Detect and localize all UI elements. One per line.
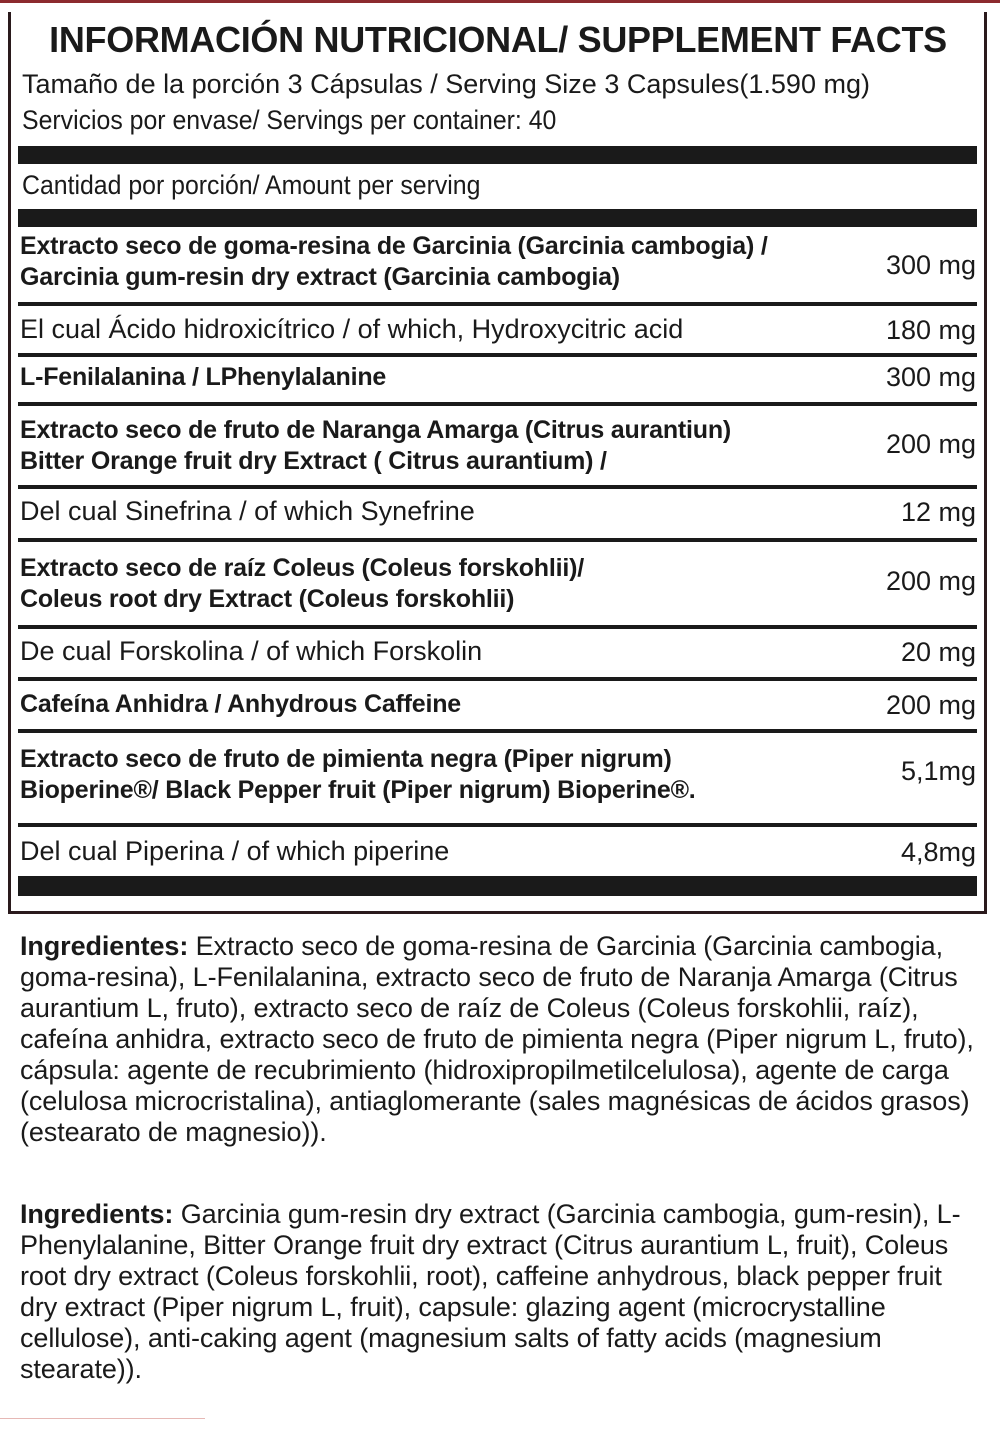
ingredients-spanish-label: Ingredientes: [20, 931, 189, 961]
row-black-pepper-amount: 5,1mg [900, 756, 976, 786]
row-divider [18, 402, 977, 406]
row-bitter-orange-amount: 200 mg [885, 429, 976, 459]
serving-size: Tamaño de la porción 3 Cápsulas / Serving Size 3 Capsules(1.590 mg) [22, 69, 870, 99]
row-caffeine-amount: 200 mg [885, 690, 976, 720]
row-coleus-name-line2: Coleus root dry Extract (Coleus forskohlii) [20, 585, 515, 613]
row-black-pepper-name-line1: Extracto seco de fruto de pimienta negra (Piper nigrum) [20, 745, 672, 773]
row-divider [18, 485, 977, 489]
bottom-accent-line [0, 1418, 205, 1419]
thick-divider-bottom [18, 876, 977, 896]
row-black-pepper-name-line2: Bioperine®/ Black Pepper fruit (Piper nigrum) Bioperine®. [20, 776, 696, 804]
row-synefrine-name: Del cual Sinefrina / of which Synefrine [20, 496, 475, 526]
top-accent-line [0, 0, 1000, 3]
row-phenylalanine-amount: 300 mg [885, 362, 976, 392]
amount-per-serving: Cantidad por porción/ Amount per serving [22, 170, 481, 200]
row-divider [18, 729, 977, 733]
row-phenylalanine-name: L-Fenilalanina / LPhenylalanine [20, 363, 387, 391]
ingredients-english-text: Garcinia gum-resin dry extract (Garcinia cambogia, gum-resin), L-Phenylalanine, Bitter Orange fruit dry extract (Citrus aurantium L, fruit), Coleus root dry extract (Coleus forskohlii, root), caffeine anhydrous, black pepper fruit dry extract (Piper nigrum L, fruit), capsule: glazing agent (microcrystalline cellulose), anti-caking agent (magnesium salts of fatty acids (magnesium stearate)). [20, 1199, 961, 1384]
row-divider [18, 823, 977, 827]
row-divider [18, 353, 977, 357]
facts-title: INFORMACIÓN NUTRICIONAL/ SUPPLEMENT FACTS [49, 19, 947, 60]
row-divider [18, 538, 977, 542]
row-hydroxycitric-amount: 180 mg [885, 315, 976, 345]
thick-divider-2 [18, 209, 977, 227]
row-forskolin-amount: 20 mg [900, 637, 976, 667]
ingredients-spanish [20, 931, 985, 1148]
row-caffeine-name: Cafeína Anhidra / Anhydrous Caffeine [20, 690, 462, 718]
row-divider [18, 302, 977, 306]
row-coleus-name-line1: Extracto seco de raíz Coleus (Coleus forskohlii)/ [20, 554, 584, 582]
row-divider [18, 677, 977, 681]
row-garcinia-name-line1: Extracto seco de goma-resina de Garcinia (Garcinia cambogia) / [20, 232, 768, 260]
ingredients-spanish-text: Extracto seco de goma-resina de Garcinia (Garcinia cambogia, goma-resina), L-Fenilalanina, extracto seco de fruto de Naranja Amarga (Citrus aurantium L, fruto), extracto seco de raíz de Coleus (Coleus forskohlii, raíz), cafeína anhidra, extracto seco de fruto de pimienta negra (Piper nigrum L, fruto), cápsula: agente de recubrimiento (hidroxipropilmetilcelulosa), agente de carga (celulosa microcristalina), antiaglomerante (sales magnésicas de ácidos grasos) (estearato de magnesio)). [20, 931, 974, 1147]
row-piperine-name: Del cual Piperina / of which piperine [20, 836, 450, 866]
row-divider [18, 625, 977, 629]
row-piperine-amount: 4,8mg [900, 837, 976, 867]
row-synefrine-amount: 12 mg [900, 497, 976, 527]
thick-divider-1 [18, 146, 977, 164]
row-hydroxycitric-name: El cual Ácido hidroxicítrico / of which, Hydroxycitric acid [20, 314, 684, 344]
ingredients-english [20, 1199, 985, 1385]
row-garcinia-name-line2: Garcinia gum-resin dry extract (Garcinia cambogia) [20, 263, 620, 291]
row-coleus-amount: 200 mg [885, 566, 976, 596]
row-garcinia-amount: 300 mg [885, 250, 976, 280]
row-forskolin-name: De cual Forskolina / of which Forskolin [20, 636, 483, 666]
row-bitter-orange-name-line1: Extracto seco de fruto de Naranga Amarga (Citrus aurantiun) [20, 416, 732, 444]
ingredients-english-label: Ingredients: [20, 1199, 174, 1229]
servings-per-container: Servicios por envase/ Servings per container: 40 [22, 105, 557, 135]
row-bitter-orange-name-line2: Bitter Orange fruit dry Extract ( Citrus aurantium) / [20, 447, 607, 475]
